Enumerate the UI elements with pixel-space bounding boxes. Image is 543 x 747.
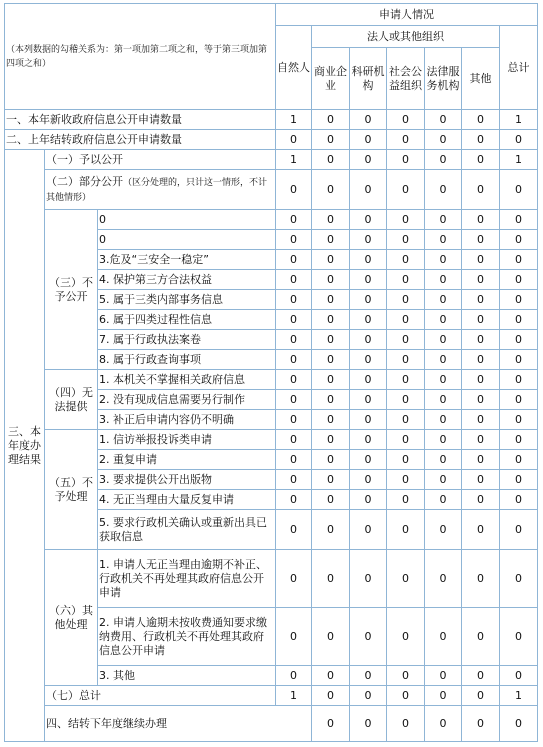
disclosure-table <box>4 3 538 742</box>
cell: 0 <box>387 330 425 350</box>
row-label: 1. 信访举报投诉类申请 <box>98 430 276 450</box>
cell: 0 <box>312 250 350 270</box>
cell: 0 <box>387 510 425 550</box>
cell: 0 <box>425 130 462 150</box>
cell: 0 <box>312 490 350 510</box>
cell: 0 <box>500 130 538 150</box>
cell: 0 <box>387 450 425 470</box>
header-commercial: 商业企业 <box>312 48 350 110</box>
cell: 0 <box>350 310 387 330</box>
cell: 0 <box>387 370 425 390</box>
cell: 0 <box>425 210 462 230</box>
cell: 0 <box>276 550 312 608</box>
partial-note: （区分处理的，只计这一情形，不计其他情形） <box>46 177 268 203</box>
cell: 0 <box>500 510 538 550</box>
cell: 0 <box>462 250 500 270</box>
cell: 0 <box>425 608 462 666</box>
table-row <box>5 706 538 742</box>
cell: 0 <box>500 430 538 450</box>
cell: 0 <box>462 210 500 230</box>
cell: 0 <box>312 666 350 686</box>
cell: 0 <box>462 550 500 608</box>
cell: 0 <box>312 230 350 250</box>
cell: 0 <box>276 410 312 430</box>
cell: 0 <box>425 150 462 170</box>
cell: 0 <box>500 666 538 686</box>
cell: 0 <box>462 470 500 490</box>
cell: 0 <box>276 390 312 410</box>
cell: 0 <box>350 470 387 490</box>
cell: 0 <box>387 270 425 290</box>
cell: 0 <box>312 370 350 390</box>
cell: 0 <box>312 470 350 490</box>
cell: 0 <box>462 410 500 430</box>
cell: 0 <box>312 390 350 410</box>
cell: 0 <box>350 290 387 310</box>
cell: 0 <box>387 290 425 310</box>
cell: 0 <box>425 170 462 210</box>
cell: 0 <box>312 510 350 550</box>
cell: 0 <box>387 150 425 170</box>
cell: 0 <box>350 390 387 410</box>
cell: 0 <box>462 390 500 410</box>
cell: 0 <box>350 210 387 230</box>
cell: 0 <box>500 390 538 410</box>
cell: 0 <box>462 350 500 370</box>
cell: 0 <box>425 330 462 350</box>
cell: 0 <box>350 270 387 290</box>
cell: 0 <box>387 130 425 150</box>
cell: 1 <box>276 110 312 130</box>
cell: 0 <box>312 130 350 150</box>
table-row <box>5 170 538 210</box>
cell: 0 <box>312 330 350 350</box>
cell: 0 <box>462 170 500 210</box>
cell: 0 <box>350 686 387 706</box>
cell: 0 <box>500 410 538 430</box>
cell: 0 <box>350 250 387 270</box>
header-note: （本列数据的勾稽关系为：第一项加第二项之和，等于第三项加第四项之和） <box>5 4 276 110</box>
table-container <box>4 3 538 742</box>
cell: 0 <box>276 270 312 290</box>
cell: 0 <box>500 270 538 290</box>
cell: 0 <box>462 130 500 150</box>
table-row <box>5 210 538 230</box>
cell: 0 <box>387 550 425 608</box>
cell: 0 <box>312 150 350 170</box>
cell: 0 <box>312 450 350 470</box>
cell: 0 <box>462 270 500 290</box>
section3-label: 三、本年度办理结果 <box>5 150 45 742</box>
cell: 0 <box>350 666 387 686</box>
cell: 0 <box>276 470 312 490</box>
header-legal-persons: 法人或其他组织 <box>312 26 500 48</box>
row-label: 2. 申请人逾期未按收费通知要求缴纳费用、行政机关不再处理其政府信息公开申请 <box>98 608 276 666</box>
cell: 1 <box>500 686 538 706</box>
cell: 0 <box>276 450 312 470</box>
cell: 0 <box>350 370 387 390</box>
cell: 0 <box>425 270 462 290</box>
cell: 0 <box>425 666 462 686</box>
row-label: 3. 补正后申请内容仍不明确 <box>98 410 276 430</box>
cell: 0 <box>312 210 350 230</box>
cell: 0 <box>462 430 500 450</box>
cell: 0 <box>500 210 538 230</box>
cell: 0 <box>425 450 462 470</box>
cell: 0 <box>350 110 387 130</box>
cell: 0 <box>462 510 500 550</box>
row-label: 2. 重复申请 <box>98 450 276 470</box>
cell: 0 <box>425 310 462 330</box>
cell: 0 <box>350 130 387 150</box>
cell: 0 <box>387 250 425 270</box>
cell: 0 <box>425 390 462 410</box>
row-label: 5. 要求行政机关确认或重新出具已获取信息 <box>98 510 276 550</box>
cell: 0 <box>425 250 462 270</box>
cell: 0 <box>462 330 500 350</box>
cell: 0 <box>425 290 462 310</box>
cell: 0 <box>462 706 500 742</box>
cell: 0 <box>500 350 538 370</box>
cell: 0 <box>350 230 387 250</box>
cell: 0 <box>425 510 462 550</box>
cell: 0 <box>462 666 500 686</box>
cell: 0 <box>500 290 538 310</box>
row-label: 0 <box>98 210 276 230</box>
row-label: （一）予以公开 <box>45 150 276 170</box>
table-row <box>5 370 538 390</box>
cell: 0 <box>425 470 462 490</box>
cell: 0 <box>387 490 425 510</box>
header-legal-service: 法律服务机构 <box>425 48 462 110</box>
cell: 0 <box>462 110 500 130</box>
cell: 0 <box>425 370 462 390</box>
row-label: 5. 属于三类内部事务信息 <box>98 290 276 310</box>
cell: 0 <box>387 608 425 666</box>
cell: 0 <box>425 706 462 742</box>
cell: 0 <box>387 410 425 430</box>
cell: 0 <box>425 410 462 430</box>
cell: 0 <box>276 290 312 310</box>
table-row <box>5 550 538 608</box>
cell: 1 <box>276 686 312 706</box>
cell: 0 <box>350 550 387 608</box>
table-row <box>5 686 538 706</box>
cell: 0 <box>500 608 538 666</box>
cell: 0 <box>350 608 387 666</box>
cell: 0 <box>425 430 462 450</box>
row-label <box>45 170 276 210</box>
cell: 0 <box>462 230 500 250</box>
table-row <box>5 110 538 130</box>
cell: 0 <box>425 230 462 250</box>
cell: 0 <box>276 170 312 210</box>
cell: 0 <box>276 130 312 150</box>
row-label: （七）总计 <box>45 686 276 706</box>
table-row <box>5 430 538 450</box>
cell: 1 <box>500 150 538 170</box>
group-label: （三）不予公开 <box>45 210 98 370</box>
row-label: 3.危及“三安全一稳定” <box>98 250 276 270</box>
cell: 0 <box>312 170 350 210</box>
row-label: 4. 无正当理由大量反复申请 <box>98 490 276 510</box>
cell: 0 <box>276 310 312 330</box>
cell: 0 <box>500 310 538 330</box>
cell: 0 <box>425 110 462 130</box>
cell: 0 <box>276 370 312 390</box>
cell: 0 <box>276 350 312 370</box>
row-label: 4. 保护第三方合法权益 <box>98 270 276 290</box>
cell: 0 <box>387 230 425 250</box>
row-label: 1. 申请人无正当理由逾期不补正、行政机关不再处理其政府信息公开申请 <box>98 550 276 608</box>
group-label: （四）无法提供 <box>45 370 98 430</box>
header-row-1 <box>5 4 538 26</box>
cell: 0 <box>312 550 350 608</box>
group-label: （五）不予处理 <box>45 430 98 550</box>
cell: 0 <box>387 110 425 130</box>
row-label: 1. 本机关不掌握相关政府信息 <box>98 370 276 390</box>
row-label: 8. 属于行政查询事项 <box>98 350 276 370</box>
cell: 0 <box>276 430 312 450</box>
cell: 0 <box>312 270 350 290</box>
cell: 0 <box>276 666 312 686</box>
cell: 1 <box>500 110 538 130</box>
cell: 0 <box>500 330 538 350</box>
table-row <box>5 130 538 150</box>
row-label: 二、上年结转政府信息公开申请数量 <box>5 130 276 150</box>
cell: 0 <box>276 608 312 666</box>
cell: 0 <box>312 706 350 742</box>
cell: 0 <box>425 550 462 608</box>
cell: 0 <box>350 706 387 742</box>
cell: 0 <box>350 490 387 510</box>
cell: 0 <box>387 350 425 370</box>
partial-label: （二）部分公开 <box>46 174 123 188</box>
cell: 0 <box>500 490 538 510</box>
cell: 0 <box>276 250 312 270</box>
cell: 0 <box>462 150 500 170</box>
cell: 0 <box>387 170 425 210</box>
row-label: 2. 没有现成信息需要另行制作 <box>98 390 276 410</box>
row-label: 0 <box>98 230 276 250</box>
cell: 0 <box>462 490 500 510</box>
cell: 0 <box>276 510 312 550</box>
cell: 0 <box>500 450 538 470</box>
cell: 0 <box>350 450 387 470</box>
row-label: 一、本年新收政府信息公开申请数量 <box>5 110 276 130</box>
cell: 0 <box>276 210 312 230</box>
cell: 0 <box>350 510 387 550</box>
cell: 0 <box>425 350 462 370</box>
cell: 0 <box>387 470 425 490</box>
header-social: 社会公益组织 <box>387 48 425 110</box>
header-applicant-status: 申请人情况 <box>276 4 538 26</box>
cell: 0 <box>350 430 387 450</box>
cell: 0 <box>350 150 387 170</box>
cell: 0 <box>462 370 500 390</box>
cell: 1 <box>276 150 312 170</box>
row-label: 3. 其他 <box>98 666 276 686</box>
header-other: 其他 <box>462 48 500 110</box>
cell: 0 <box>312 430 350 450</box>
cell: 0 <box>276 330 312 350</box>
table-row <box>5 150 538 170</box>
cell: 0 <box>312 410 350 430</box>
row-label: 7. 属于行政执法案卷 <box>98 330 276 350</box>
cell: 0 <box>312 686 350 706</box>
cell: 0 <box>462 450 500 470</box>
cell: 0 <box>312 310 350 330</box>
cell: 0 <box>425 490 462 510</box>
cell: 0 <box>312 608 350 666</box>
cell: 0 <box>500 706 538 742</box>
cell: 0 <box>425 686 462 706</box>
cell: 0 <box>462 310 500 330</box>
header-natural-person: 自然人 <box>276 26 312 110</box>
group-label: （六）其他处理 <box>45 550 98 686</box>
cell: 0 <box>350 330 387 350</box>
cell: 0 <box>500 470 538 490</box>
cell: 0 <box>462 686 500 706</box>
cell: 0 <box>276 230 312 250</box>
row-label: 6. 属于四类过程性信息 <box>98 310 276 330</box>
header-research: 科研机构 <box>350 48 387 110</box>
cell: 0 <box>312 110 350 130</box>
cell: 0 <box>387 686 425 706</box>
cell: 0 <box>500 170 538 210</box>
cell: 0 <box>387 310 425 330</box>
cell: 0 <box>350 170 387 210</box>
cell: 0 <box>312 350 350 370</box>
cell: 0 <box>312 290 350 310</box>
cell: 0 <box>500 550 538 608</box>
cell: 0 <box>387 706 425 742</box>
cell: 0 <box>500 370 538 390</box>
cell: 0 <box>387 390 425 410</box>
cell: 0 <box>350 350 387 370</box>
cell: 0 <box>387 430 425 450</box>
row-label: 3. 要求提供公开出版物 <box>98 470 276 490</box>
cell: 0 <box>387 210 425 230</box>
cell: 0 <box>276 490 312 510</box>
row-label: 四、结转下年度继续办理 <box>45 706 312 742</box>
cell: 0 <box>462 608 500 666</box>
cell: 0 <box>500 250 538 270</box>
cell: 0 <box>462 290 500 310</box>
cell: 0 <box>500 230 538 250</box>
cell: 0 <box>350 410 387 430</box>
header-total: 总计 <box>500 26 538 110</box>
cell: 0 <box>387 666 425 686</box>
